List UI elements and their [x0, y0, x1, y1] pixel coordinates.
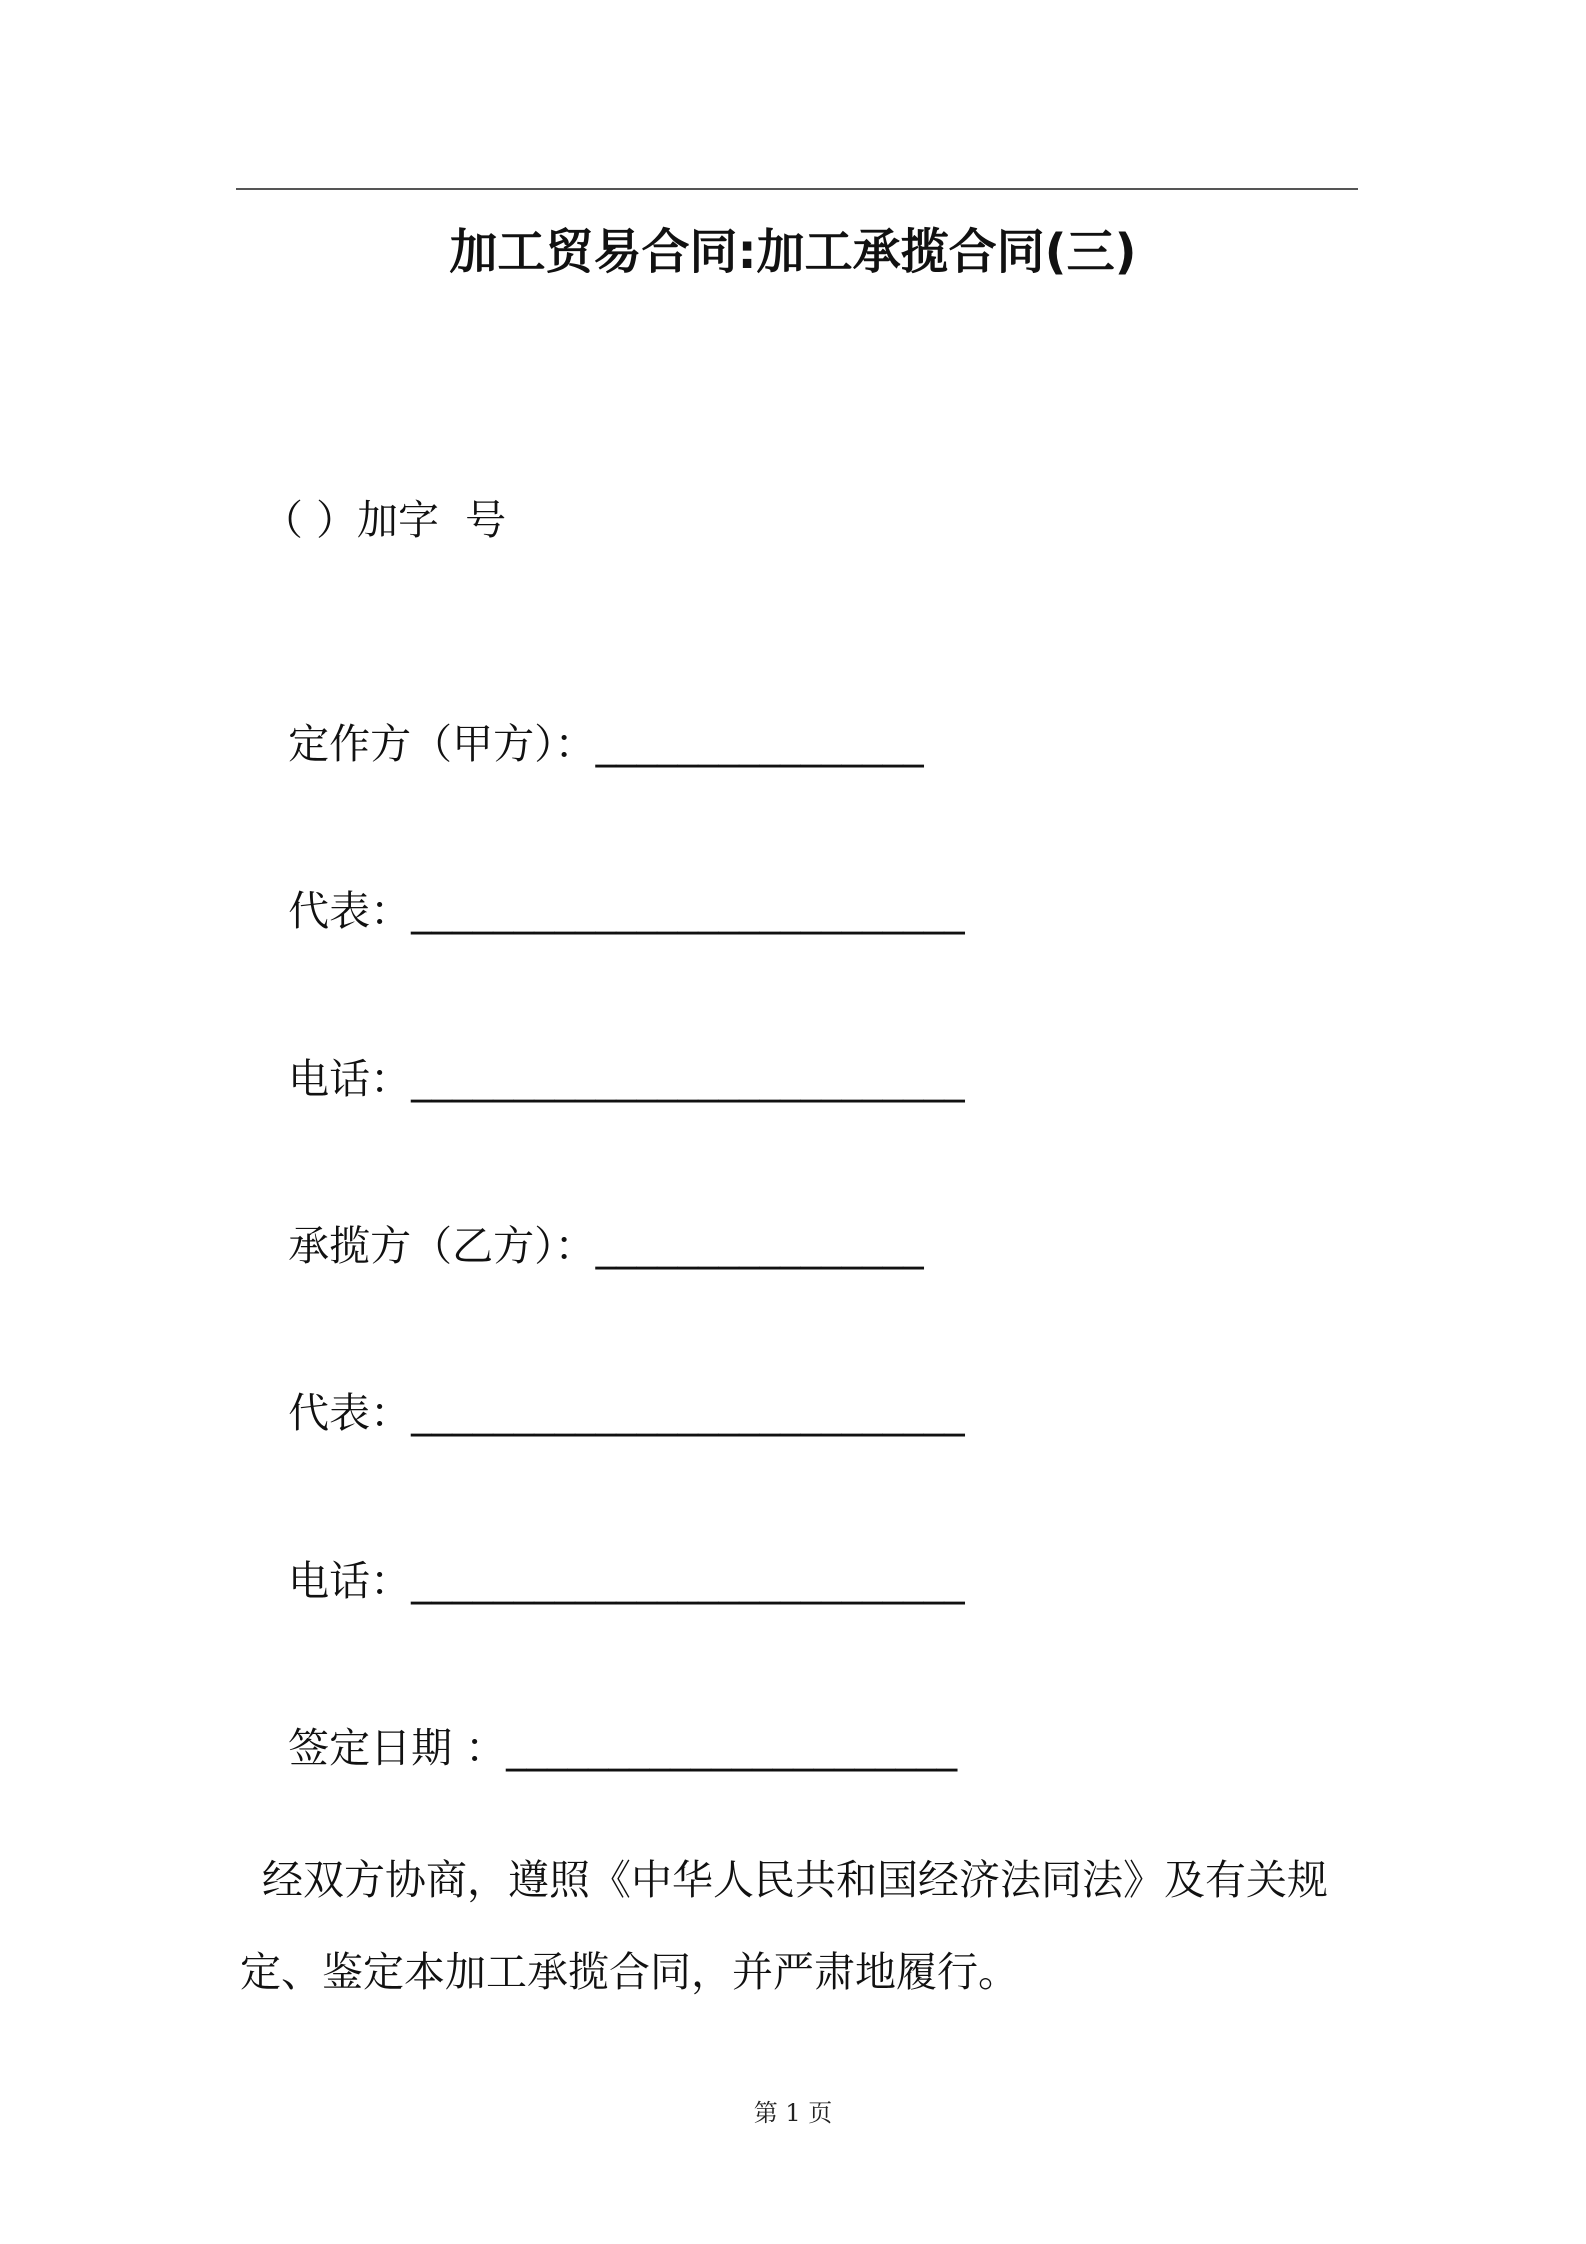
field-party-a-phone	[262, 995, 965, 1107]
field-label: 定作方（甲方）：	[288, 720, 596, 768]
field-blank: ___________________________	[411, 1557, 965, 1605]
field-label: 承揽方（乙方）：	[288, 1222, 596, 1270]
field-party-a	[262, 660, 924, 772]
reference-number-line: （ ）加字 号	[262, 496, 507, 544]
field-label: 电话：	[288, 1557, 412, 1605]
field-blank: ________________	[595, 1222, 924, 1270]
document-title: 加工贸易合同:加工承揽合同(三)	[449, 224, 1137, 280]
field-blank: ________________	[595, 720, 924, 768]
field-blank: ___________________________	[411, 887, 965, 935]
intro-paragraph: 经双方协商，遵照《中华人民共和国经济法同法》及有关规定、鉴定本加工承揽合同，并严肃地履行。	[240, 1856, 1328, 1996]
field-blank: ______________________	[506, 1724, 958, 1772]
field-party-a-representative	[262, 827, 965, 939]
field-label: 签定日期 ：	[288, 1724, 507, 1772]
field-label: 电话：	[288, 1055, 412, 1103]
field-blank: ___________________________	[411, 1055, 965, 1103]
field-signing-date	[262, 1664, 957, 1776]
field-blank: ___________________________	[411, 1389, 965, 1437]
field-party-b-representative	[262, 1329, 965, 1441]
header-rule	[236, 188, 1358, 190]
field-label: 代表：	[288, 1389, 412, 1437]
field-party-b	[262, 1162, 924, 1274]
page-number: 第 1 页	[753, 2099, 833, 2127]
field-label: 代表：	[288, 887, 412, 935]
field-party-b-phone	[262, 1497, 965, 1609]
